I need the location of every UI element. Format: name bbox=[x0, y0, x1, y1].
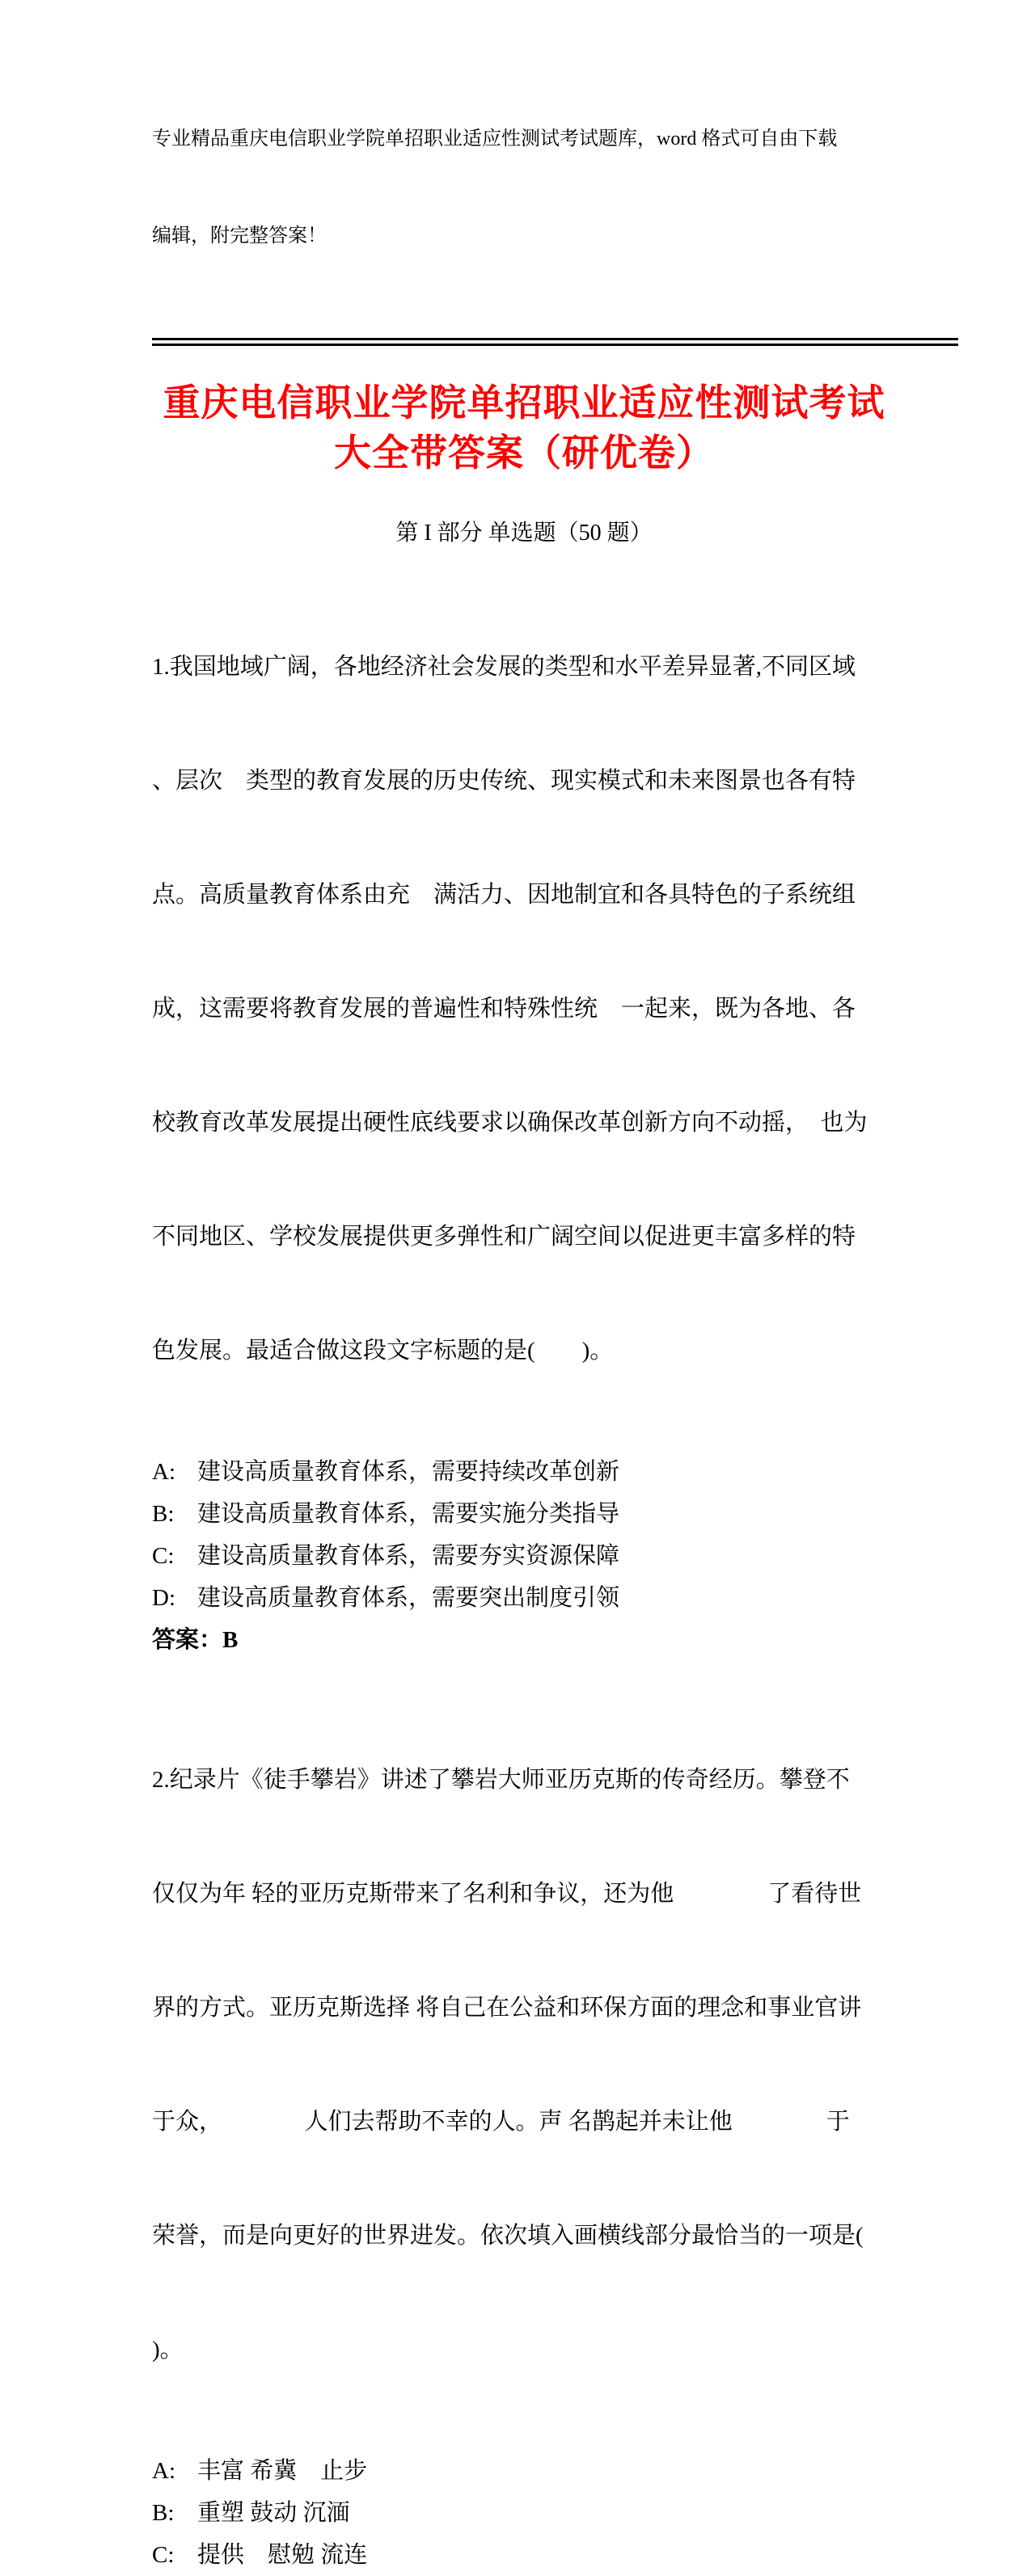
header-note-line: 专业精品重庆电信职业学院单招职业适应性测试考试题库，word 格式可自由下载 bbox=[152, 129, 838, 150]
question-text-line: 成，这需要将教育发展的普遍性和特殊性统 一起来，既为各地、各 bbox=[152, 996, 856, 1022]
option-text: 丰富 希冀 止步 bbox=[197, 2458, 368, 2484]
option-label: B: bbox=[152, 1501, 175, 1527]
option-row-b bbox=[152, 1493, 958, 1535]
page-title-line1: 重庆电信职业学院单招职业适应性测试考试 bbox=[163, 382, 885, 424]
question-1-options bbox=[152, 1451, 958, 1619]
option-row-a bbox=[152, 2450, 958, 2492]
option-label: D: bbox=[152, 1585, 175, 1611]
option-row-a bbox=[152, 1451, 958, 1493]
answer-line: 答案：B bbox=[152, 1627, 239, 1653]
question-text-line: )。 bbox=[152, 2337, 184, 2363]
document-content bbox=[152, 0, 958, 2576]
option-label: C: bbox=[152, 1543, 175, 1569]
title-column bbox=[152, 378, 896, 548]
option-row-c bbox=[152, 1535, 958, 1577]
question-text-line: 2.纪录片《徒手攀岩》讲述了攀岩大师亚历克斯的传奇经历。攀登不 bbox=[152, 1767, 850, 1793]
option-row-c bbox=[152, 2534, 958, 2576]
option-row-d bbox=[152, 1577, 958, 1619]
option-label: A: bbox=[152, 1459, 175, 1485]
question-2-options bbox=[152, 2450, 958, 2576]
option-text: 提供 慰勉 流连 bbox=[197, 2542, 368, 2568]
option-text: 重塑 鼓动 沉湎 bbox=[197, 2500, 350, 2526]
question-1 bbox=[152, 572, 958, 1446]
section-heading: 第 I 部分 单选题（50 题） bbox=[395, 521, 653, 546]
option-text: 建设高质量教育体系，需要持续改革创新 bbox=[197, 1459, 620, 1485]
header-divider-double-rule bbox=[152, 338, 958, 346]
header-note-line: 编辑，附完整答案！ bbox=[152, 226, 327, 247]
question-text-line: 校教育改革发展提出硬性底线要求以确保改革创新方向不动摇， 也为 bbox=[152, 1110, 868, 1136]
option-label: A: bbox=[152, 2458, 175, 2484]
question-text-line: 界的方式。亚历克斯选择 将自己在公益和环保方面的理念和事业官讲 bbox=[152, 1995, 862, 2021]
question-text-line: 、层次 类型的教育发展的历史传统、现实模式和未来图景也各有特 bbox=[152, 768, 856, 794]
option-label: B: bbox=[152, 2500, 175, 2526]
question-text-line: 仅仅为年 轻的亚历克斯带来了名利和争议，还为他 了看待世 bbox=[152, 1881, 862, 1907]
question-text-line: 1.我国地域广阔，各地经济社会发展的类型和水平差异显著,不同区域 bbox=[152, 654, 856, 680]
question-text-line: 于众， 人们去帮助不幸的人。声 名鹊起并未让他 于 bbox=[152, 2109, 850, 2135]
option-text: 建设高质量教育体系，需要突出制度引领 bbox=[197, 1585, 620, 1611]
option-text: 建设高质量教育体系，需要夯实资源保障 bbox=[197, 1543, 620, 1569]
page-title bbox=[152, 378, 896, 479]
header-note bbox=[152, 58, 958, 317]
option-label: C: bbox=[152, 2542, 175, 2568]
question-text-line: 荣誉，而是向更好的世界进发。依次填入画横线部分最恰当的一项是( bbox=[152, 2223, 864, 2249]
page-title-line2: 大全带答案（研优卷） bbox=[334, 432, 714, 474]
question-text-line: 不同地区、学校发展提供更多弹性和广阔空间以促进更丰富多样的特 bbox=[152, 1224, 856, 1250]
question-text-line: 色发展。最适合做这段文字标题的是( )。 bbox=[152, 1338, 614, 1364]
option-text: 建设高质量教育体系，需要实施分类指导 bbox=[197, 1501, 620, 1527]
question-2 bbox=[152, 1685, 958, 2445]
option-row-b bbox=[152, 2492, 958, 2534]
question-text-line: 点。高质量教育体系由充 满活力、因地制宜和各具特色的子系统组 bbox=[152, 882, 856, 908]
